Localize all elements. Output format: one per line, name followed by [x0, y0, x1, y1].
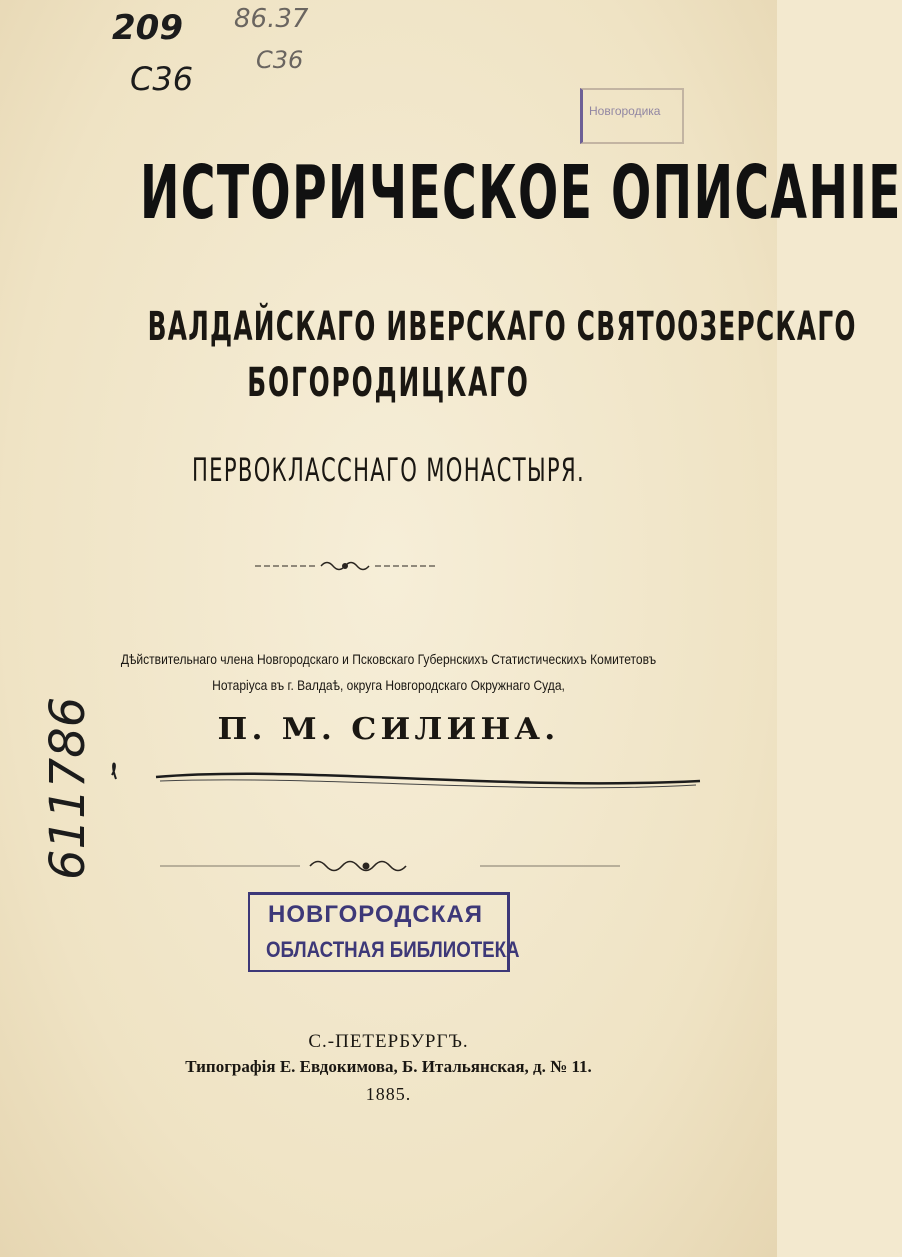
handwritten-shelf-mark-2: С36 — [256, 46, 304, 74]
handdrawn-underline — [100, 755, 720, 805]
author-credentials-line-1: Дѣйствительнаго члена Новгородскаго и Псковскаго Губернскихъ Статистическихъ Комитетовъ — [120, 651, 657, 667]
handwritten-inventory-number: 611786 — [40, 696, 96, 880]
author-name: П. М. СИЛИНА. — [217, 712, 560, 747]
handwritten-shelf-mark: С36 — [130, 60, 194, 98]
small-library-stamp — [580, 88, 684, 144]
ornament-divider — [255, 558, 435, 574]
small-stamp-text: Новгородика — [589, 104, 661, 118]
imprint-city: С.-ПЕТЕРБУРГЪ. — [308, 1031, 469, 1052]
imprint-press: Типографія Е. Евдокимова, Б. Итальянская, д. № 11. — [185, 1057, 592, 1076]
library-stamp-line-1: НОВГОРОДСКАЯ — [268, 901, 483, 928]
subtitle-line-3: ПЕРВОКЛАССНАГО МОНАСТЫРЯ. — [191, 451, 586, 489]
handwritten-class-number: 86.37 — [234, 4, 309, 34]
library-stamp-line-2: ОБЛАСТНАЯ БИБЛИОТЕКА — [266, 937, 520, 962]
handwritten-call-number: 209 — [112, 8, 183, 48]
imprint-year: 1885. — [365, 1084, 412, 1104]
ornament-divider-2 — [160, 856, 620, 876]
subtitle-line-1: ВАЛДАЙСКАГО ИВЕРСКАГО СВЯТООЗЕРСКАГО — [147, 304, 857, 350]
main-title: ИСТОРИЧЕСКОЕ ОПИСАНІЕ — [139, 150, 902, 236]
subtitle-line-2: БОГОРОДИЦКАГО — [247, 360, 530, 406]
regional-library-stamp — [248, 892, 520, 972]
author-credentials-line-2: Нотаріуса въ г. Валдаѣ, округа Новгородскаго Окружнаго Суда, — [212, 677, 565, 693]
